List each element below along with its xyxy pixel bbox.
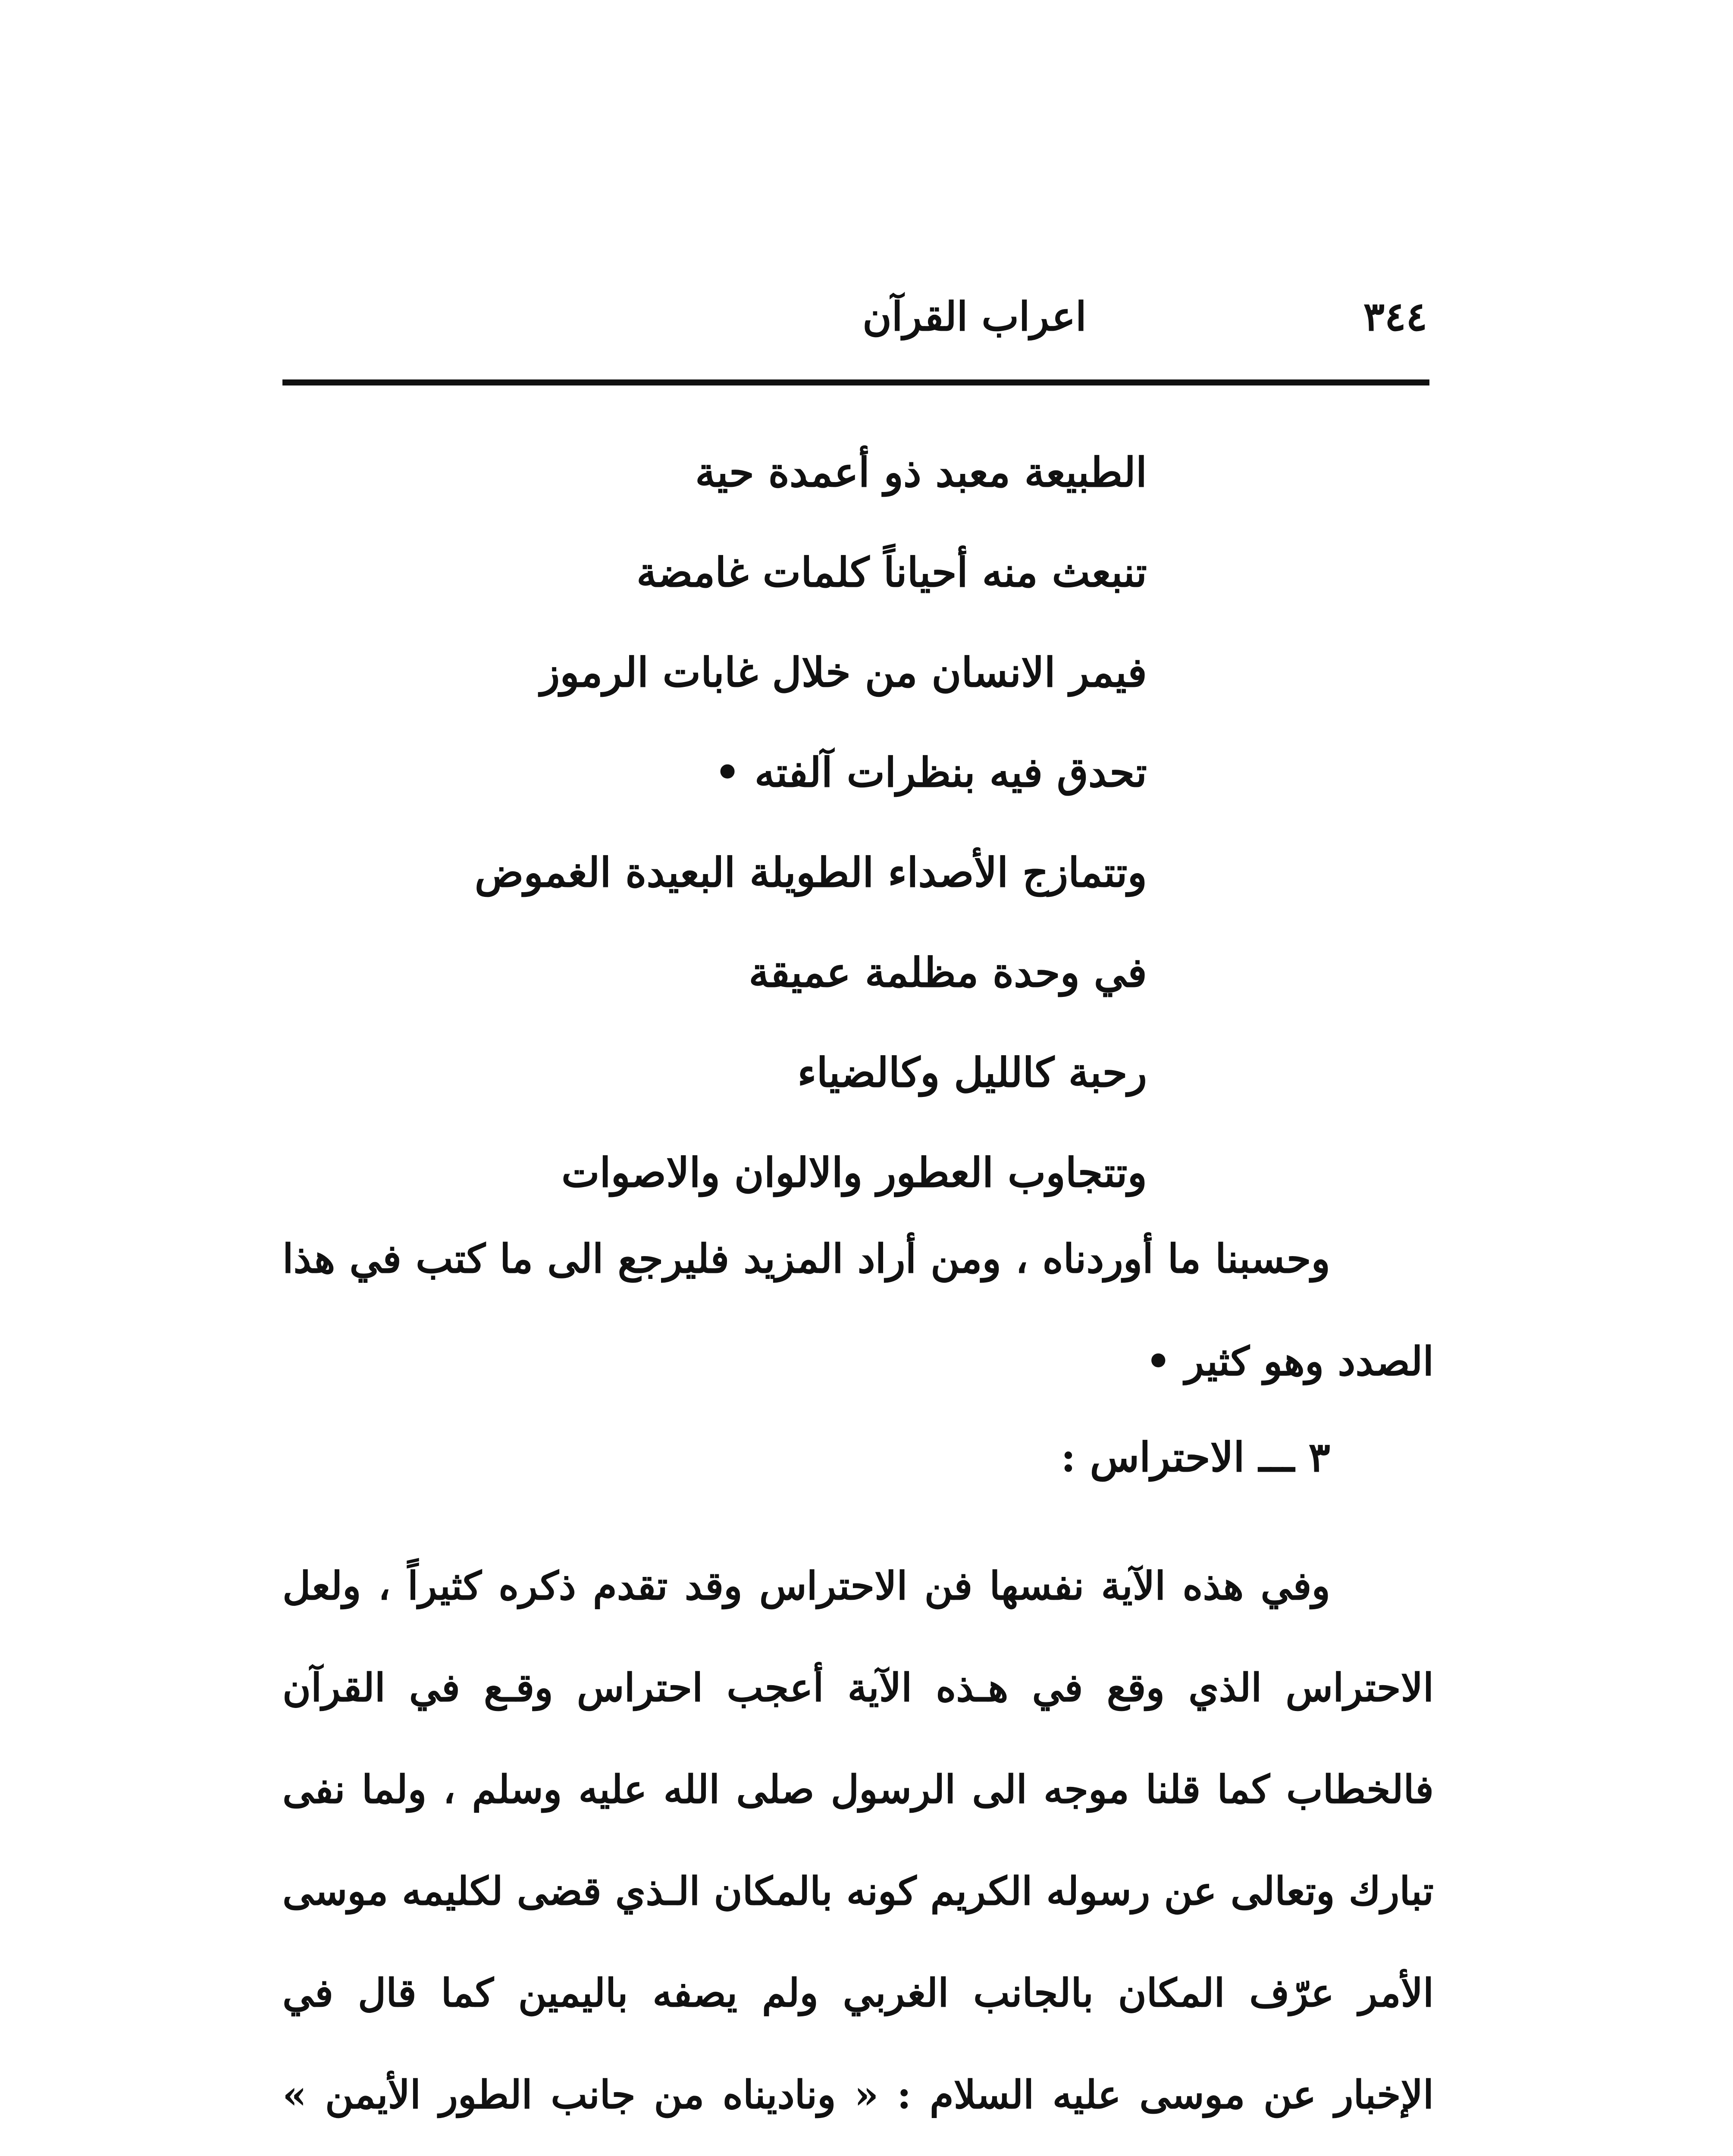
poem-line: في وحدة مظلمة عميقة xyxy=(749,949,1147,997)
poem-line: تحدق فيه بنظرات آلفته • xyxy=(715,749,1147,796)
poem-line: فيمر الانسان من خلال غابات الرموز xyxy=(540,649,1147,696)
poem-block xyxy=(388,423,1147,1223)
paragraph-conclusion xyxy=(282,1207,1434,1413)
paragraph-text: وفي هذه الآية نفسها فن الاحتراس وقد تقدم ذكره كثيراً ، ولعل الاحتراس الذي وقع في هـذه الآية أعجب احتراس وقـع في القرآن فالخطاب كما قلنا موجه الى الرسول صلى الله عليه وسلم ، ولما نفى تبارك وتعالى عن رسوله الكريم كونه بالمكان الـذي قضى لكليمه موسى الأمر عرّف المكان بالجانب الغربي ولم يصفه باليمين كما قال في الإخبار عن موسى عليه السلام : « وناديناه من جانب الطور الأيمن » xyxy=(282,1563,1434,2118)
paragraph-ihtiras xyxy=(282,1535,1434,2156)
poem-line: رحبة كالليل وكالضياء xyxy=(797,1049,1147,1097)
header-rule xyxy=(282,379,1429,385)
section-heading: ٣ ـــ الاحتراس : xyxy=(1061,1434,1330,1481)
running-title: اعراب القرآن xyxy=(862,293,1087,340)
page-header xyxy=(285,285,1432,362)
poem-line: الطبيعة معبد ذو أعمدة حية xyxy=(695,449,1147,496)
paragraph-text: وحسبنا ما أوردناه ، ومن أراد المزيد فليرجع الى ما كتب في هذا الصدد وهو كثير • xyxy=(282,1235,1434,1385)
poem-line: وتتجاوب العطور والالوان والاصوات xyxy=(561,1149,1147,1197)
poem-line: وتتمازج الأصداء الطويلة البعيدة الغموض xyxy=(474,849,1147,896)
page-number: ٣٤٤ xyxy=(1363,293,1427,340)
poem-line: تنبعث منه أحياناً كلمات غامضة xyxy=(636,549,1147,596)
